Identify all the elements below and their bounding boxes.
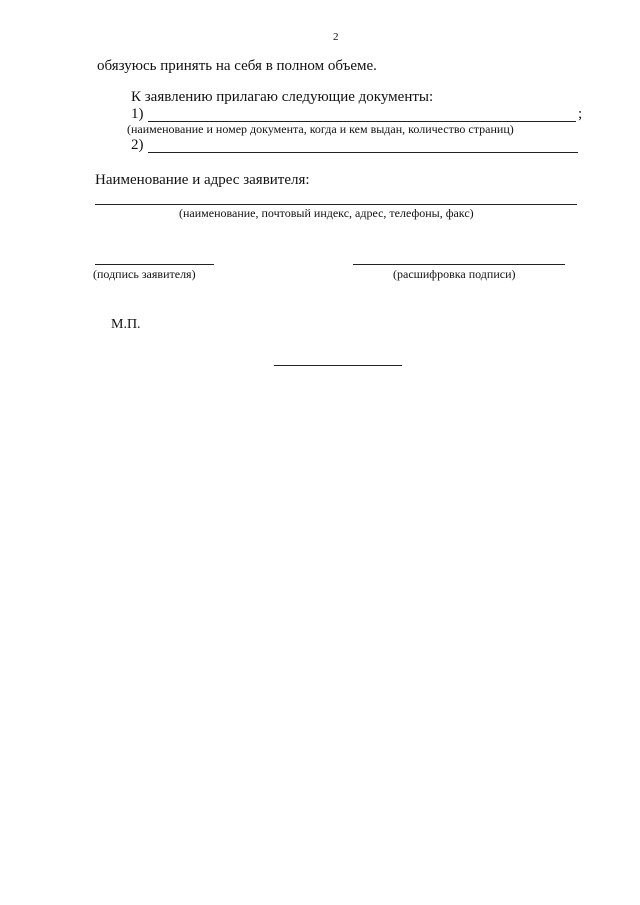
attachment-item-hint: (наименование и номер документа, когда и кем выдан, количество страниц)	[127, 122, 514, 136]
attachment-item1-number: 1)	[131, 106, 144, 122]
attachment-item2-line	[148, 152, 578, 153]
signature-line	[95, 264, 214, 265]
applicant-heading: Наименование и адрес заявителя:	[95, 172, 310, 188]
applicant-hint: (наименование, почтовый индекс, адрес, телефоны, факс)	[179, 206, 474, 220]
signature-decode-label: (расшифровка подписи)	[393, 267, 516, 281]
attachment-item1-end: ;	[578, 106, 583, 122]
stamp-label: М.П.	[111, 317, 141, 332]
attachment-item2-number: 2)	[131, 137, 144, 153]
signature-decode-line	[353, 264, 565, 265]
intro-text: обязуюсь принять на себя в полном объеме.	[97, 58, 377, 74]
signature-label: (подпись заявителя)	[93, 267, 196, 281]
closing-line	[274, 365, 402, 366]
attachments-heading: К заявлению прилагаю следующие документы:	[131, 89, 434, 105]
page-number: 2	[333, 31, 339, 43]
applicant-line	[95, 204, 577, 205]
